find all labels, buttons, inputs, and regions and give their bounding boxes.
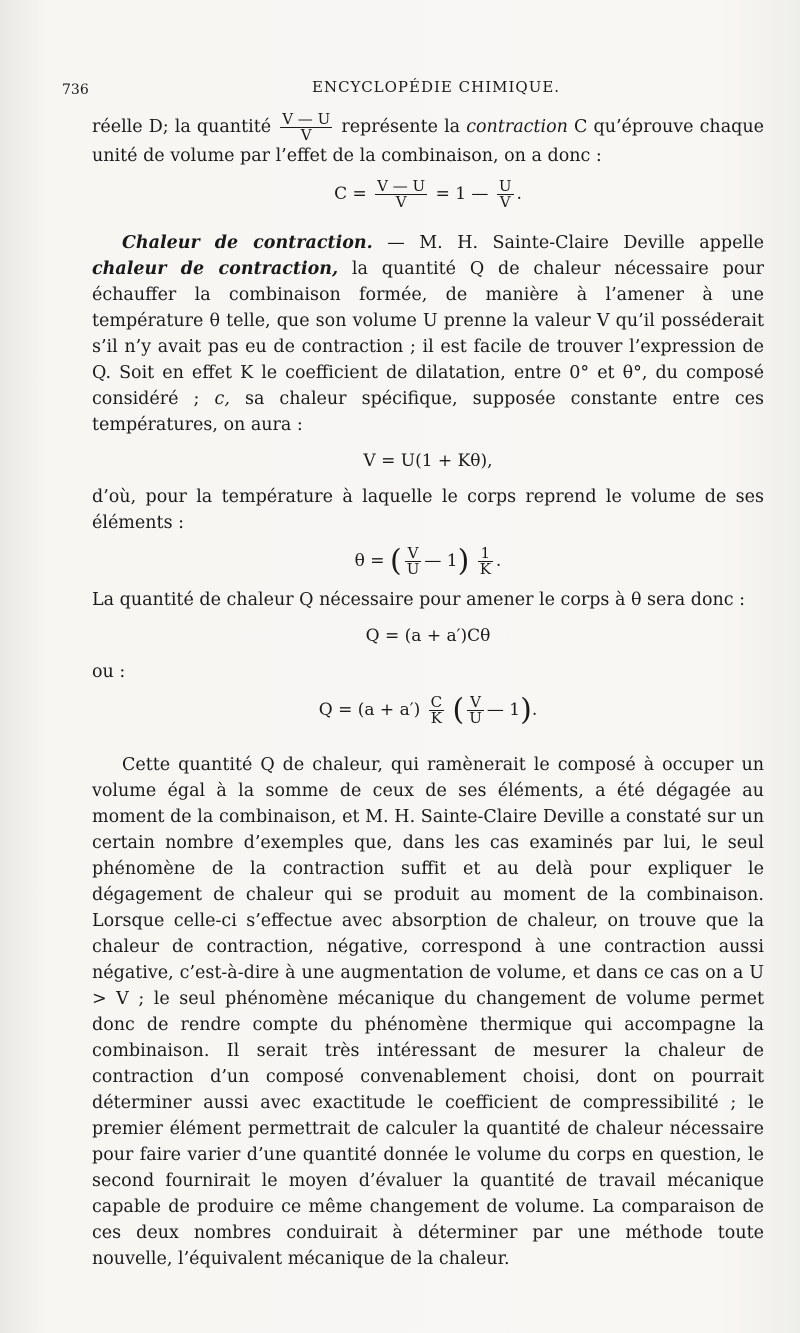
equation-part: .	[516, 184, 522, 204]
equation-volume: V = U(1 + Kθ),	[363, 451, 493, 471]
page-header	[62, 78, 762, 100]
fraction-denominator: V	[395, 193, 407, 211]
equation-heat: Q = (a + a′)Cθ	[365, 626, 491, 646]
fraction	[478, 546, 493, 577]
fraction	[429, 695, 444, 726]
text-run: C qu’éprouve chaque unité de volume par l’effet de la combinaison, on a donc :	[92, 117, 764, 166]
fraction-denominator: V	[499, 193, 511, 211]
fraction-denominator: K	[479, 560, 491, 578]
equation-part: C =	[334, 184, 367, 204]
equation-heat-expanded: Q = (a + a′) $\frac{C}{K}$ ( $\frac{V}{U}$ — 1).	[318, 692, 538, 728]
fraction-numerator: C	[430, 693, 443, 711]
fraction-denominator: U	[469, 709, 482, 727]
text-run: réelle D; la quantité	[92, 117, 272, 137]
fraction-numerator: 1	[478, 546, 493, 562]
paragraph-intro	[92, 112, 764, 169]
fraction-denominator: K	[430, 709, 442, 727]
variable: c,	[214, 389, 230, 409]
fraction	[405, 546, 422, 577]
fraction	[467, 695, 484, 726]
fraction	[375, 179, 427, 210]
fraction-numerator: U	[498, 177, 512, 195]
text-run: la quantité Q de chaleur nécessaire pour échauffer la combinaison formée, de manière à l’amener à une température θ telle, que son volume U prenne la valeur V qu’il posséderait s’il n’y avait pas eu de contraction ; il est facile de trouver l’expression de Q. Soit en effet K le coefficient de dilatation, entre 0° et θ°, du composé considéré ;	[92, 259, 764, 409]
equation-part: .	[531, 700, 538, 720]
page-body	[92, 112, 764, 1272]
paragraph-conclusion: Cette quantité Q de chaleur, qui ramènerait le composé à occuper un volume égal à la somme de ceux de ses éléments, a été dégagée au moment de la combinaison, et M. H. Sainte-Claire Deville a constaté sur un certain nombre d’exemples que, dans les cas examinés par lui, le seul phénomène de la contraction suffit et au delà pour expliquer le dégagement de chaleur qui se produit au moment de la combinaison. Lorsque celle-ci s’effectue avec absorption de chaleur, on trouve que la chaleur de contraction, négative, correspond à une contraction aussi négative, c’est-à-dire à une augmentation de volume, et dans ce cas on a U > V ; le seul phénomène mécanique du changement de volume permet donc de rendre compte du phénomène thermique qui accompagne la combinaison. Il serait très intéressant de mesurer la chaleur de contraction d’un composé convenablement choisi, dont on pourrait déterminer aussi avec exactitude le coefficient de compressibilité ; le premier élément permettrait de calculer la quantité de chaleur nécessaire pour faire varier d’une quantité donnée le volume du corps en question, le second fournirait le moyen d’évaluer la quantité de travail mécanique capable de produire ce même changement de volume. La comparaison de ces deux nombres conduirait à déterminer par une méthode toute nouvelle, l’équivalent mécanique de la chaleur.	[92, 755, 764, 1269]
equation-part: Q = (a + a′)	[318, 700, 421, 720]
equation-contraction	[92, 179, 764, 210]
paragraph-quantity: La quantité de chaleur Q nécessaire pour amener le corps à θ sera donc :	[92, 590, 746, 610]
section-heading: Chaleur de contraction.	[122, 233, 373, 253]
paragraph-chaleur-de-contraction	[92, 230, 764, 438]
equation-part: = 1 —	[435, 184, 489, 204]
fraction-numerator: V	[405, 546, 422, 562]
equation-theta: θ = ( $\frac{V}{U}$ — 1) $\frac{1}{K}$ .	[354, 543, 502, 579]
text-run: sa chaleur spécifique, supposée constante entre ces températures, on aura :	[92, 389, 764, 435]
fraction	[280, 112, 332, 143]
fraction-denominator: U	[406, 560, 420, 578]
equation-part: — 1	[424, 551, 458, 571]
defined-term: chaleur de contraction,	[92, 259, 339, 279]
emphasis-term: contraction	[466, 117, 568, 137]
text-run: représente la	[341, 117, 461, 137]
paragraph-temperature: d’où, pour la température à laquelle le corps reprend le volume de ses éléments :	[92, 487, 764, 533]
fraction	[497, 179, 514, 210]
paragraph-ou: ou :	[92, 662, 126, 682]
text-run: — M. H. Sainte-Claire Deville appelle	[372, 233, 764, 253]
fraction-denominator: V	[300, 126, 312, 144]
fraction-numerator: V	[467, 695, 484, 711]
equation-part: θ =	[354, 551, 385, 571]
fraction-numerator: V — U	[377, 177, 426, 195]
fraction-numerator: V — U	[282, 110, 331, 128]
running-head: ENCYCLOPÉDIE CHIMIQUE.	[312, 78, 561, 96]
page-number: 736	[62, 82, 89, 98]
equation-part: .	[495, 551, 502, 571]
equation-part: — 1	[486, 700, 521, 720]
